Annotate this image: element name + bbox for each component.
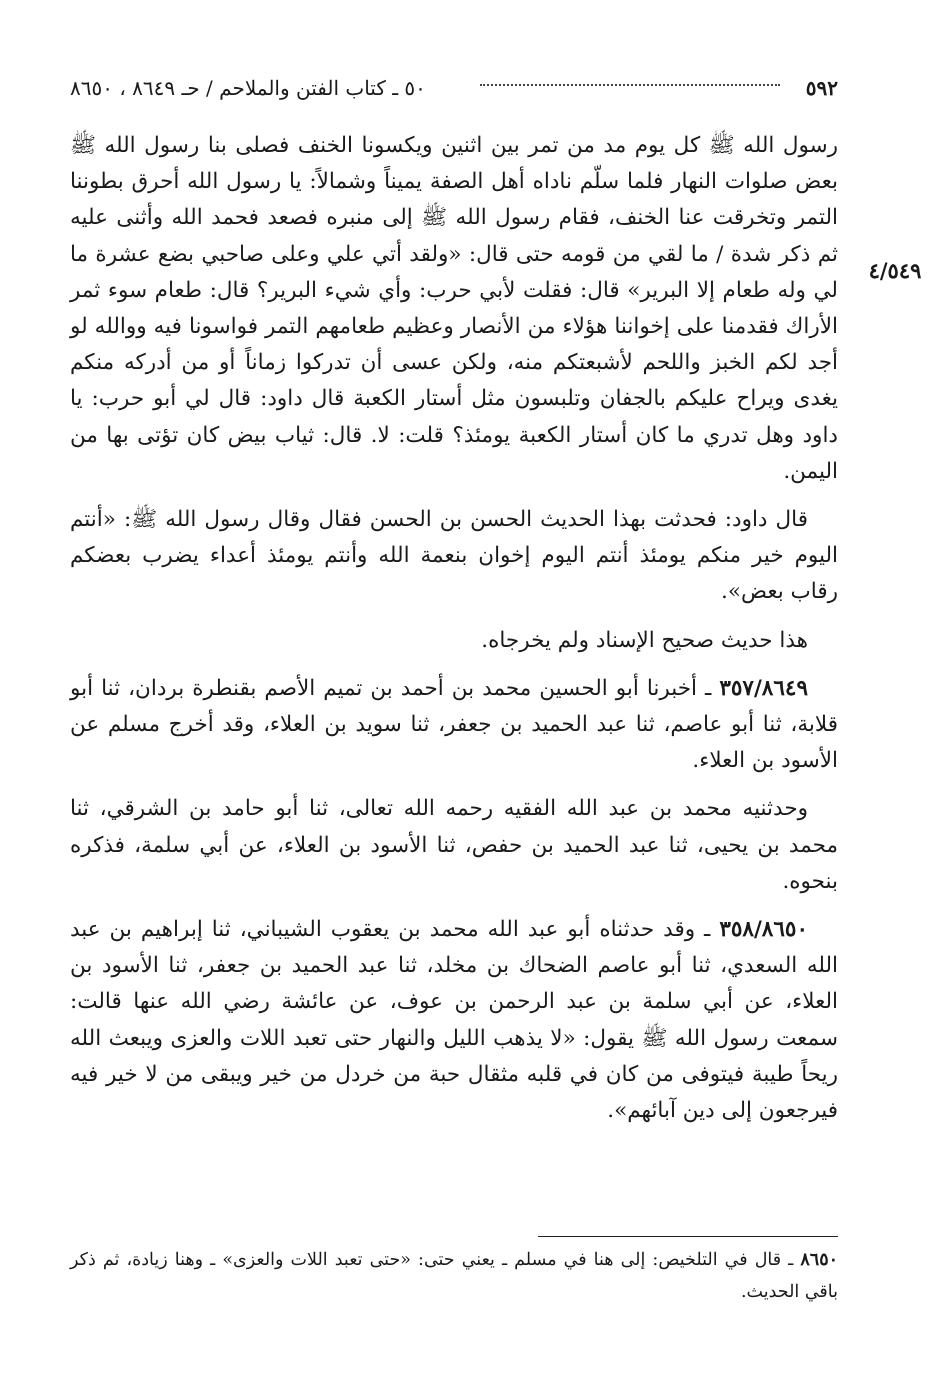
paragraph-continuation: رسول الله ﷺ كل يوم مد من تمر بين اثنين ويكسونا الخنف فصلى بنا رسول الله ﷺ بعض صلوات النهار فلما سلّم ناداه أهل الصفة يميناً وشمالاً: يا رسول الله أحرق بطوننا التمر وتخرقت عنا الخنف، فقام رسول الله ﷺ إلى منبره فصعد فحمد الله وأثنى عليه ثم ذكر شدة / ما لقي من قومه حتى قال: «ولقد أتي علي وعلى صاحبي بضع عشرة ما لي وله طعام إلا البرير» قال: فقلت لأبي حرب: وأي شيء البرير؟ قال: طعام سوء ثمر الأراك فقدمنا على إخواننا هؤلاء من الأنصار وعظيم طعامهم التمر فواسونا فيه ووالله لو أجد لكم الخبز واللحم لأشبعتكم منه، ولكن عسى أن تدركوا زماناً أو من أدركه منكم يغدى ويراح عليكم بالجفان وتلبسون مثل أستار الكعبة قال داود: قال لي أبو حرب: يا داود وهل تدري ما كان أستار الكعبة يومئذ؟ قلت: لا. قال: ثياب بيض كان تؤتى بها من اليمن. xyxy=(70,133,838,484)
page-header xyxy=(70,76,838,110)
paragraph-wahaddathanihi: وحدثنيه محمد بن عبد الله الفقيه رحمه الله تعالى، ثنا أبو حامد بن الشرقي، ثنا محمد بن يحيى، ثنا عبد الحميد بن حفص، ثنا الأسود بن العلاء، عن أبي سلمة، فذكره بنحوه. xyxy=(70,796,838,894)
header-dot-leader xyxy=(480,84,780,86)
paragraph-qala-dawud: قال داود: فحدثت بهذا الحديث الحسن بن الحسن فقال وقال رسول الله ﷺ: «أنتم اليوم خير منكم يومئذ أنتم اليوم إخوان بنعمة الله وأنتم يومئذ أعداء يضرب بعضكم رقاب بعض». xyxy=(70,507,838,605)
footnote-separator xyxy=(538,1236,838,1237)
margin-volume-page-reference: ٤/٥٤٩ xyxy=(868,258,922,283)
main-text xyxy=(70,128,838,1141)
footnote-number: ٨٦٥٠ xyxy=(800,1250,838,1270)
running-title: ٥٠ ـ كتاب الفتن والملاحم / حـ ٨٦٤٩ ، ٨٦٥٠ xyxy=(70,76,426,100)
hadith-number: ٣٥٨/٨٦٥٠ xyxy=(719,917,808,943)
hadith-8649 xyxy=(70,671,838,780)
footnote-text: ـ قال في التلخيص: إلى هنا في مسلم ـ يعني حتى: «حتى تعبد اللات والعزى» ـ وهنا زيادة، ثم ذكر باقي الحديث. xyxy=(70,1250,838,1302)
hadith-text: ـ وقد حدثناه أبو عبد الله محمد بن يعقوب الشيباني، ثنا إبراهيم بن عبد الله السعدي، ثنا أبو عاصم الضحاك بن مخلد، ثنا عبد الحميد بن جعفر، ثنا الأسود بن العلاء، عن أبي سلمة بن عبد الرحمن بن عوف، عن عائشة رضي الله عنها قالت: سمعت رسول الله ﷺ يقول: «لا يذهب الليل والنهار حتى تعبد اللات والعزى ويبعث الله ريحاً طيبة فيتوفى من كان في قلبه مثقال حبة من خردل من خير ويبقى من لا خير فيه فيرجعون إلى دين آبائهم». xyxy=(70,917,838,1124)
hadith-8650 xyxy=(70,912,838,1129)
paragraph-grading: هذا حديث صحيح الإسناد ولم يخرجاه. xyxy=(481,627,808,653)
hadith-number: ٣٥٧/٨٦٤٩ xyxy=(719,675,808,701)
page-number: ٥٩٢ xyxy=(805,76,838,100)
footnote xyxy=(70,1244,838,1308)
hadith-text: ـ أخبرنا أبو الحسين محمد بن أحمد بن تميم الأصم بقنطرة بردان، ثنا أبو قلابة، ثنا أبو عاصم، ثنا عبد الحميد بن جعفر، ثنا سويد بن العلاء، وقد أخرج مسلم عن الأسود بن العلاء. xyxy=(70,675,838,774)
